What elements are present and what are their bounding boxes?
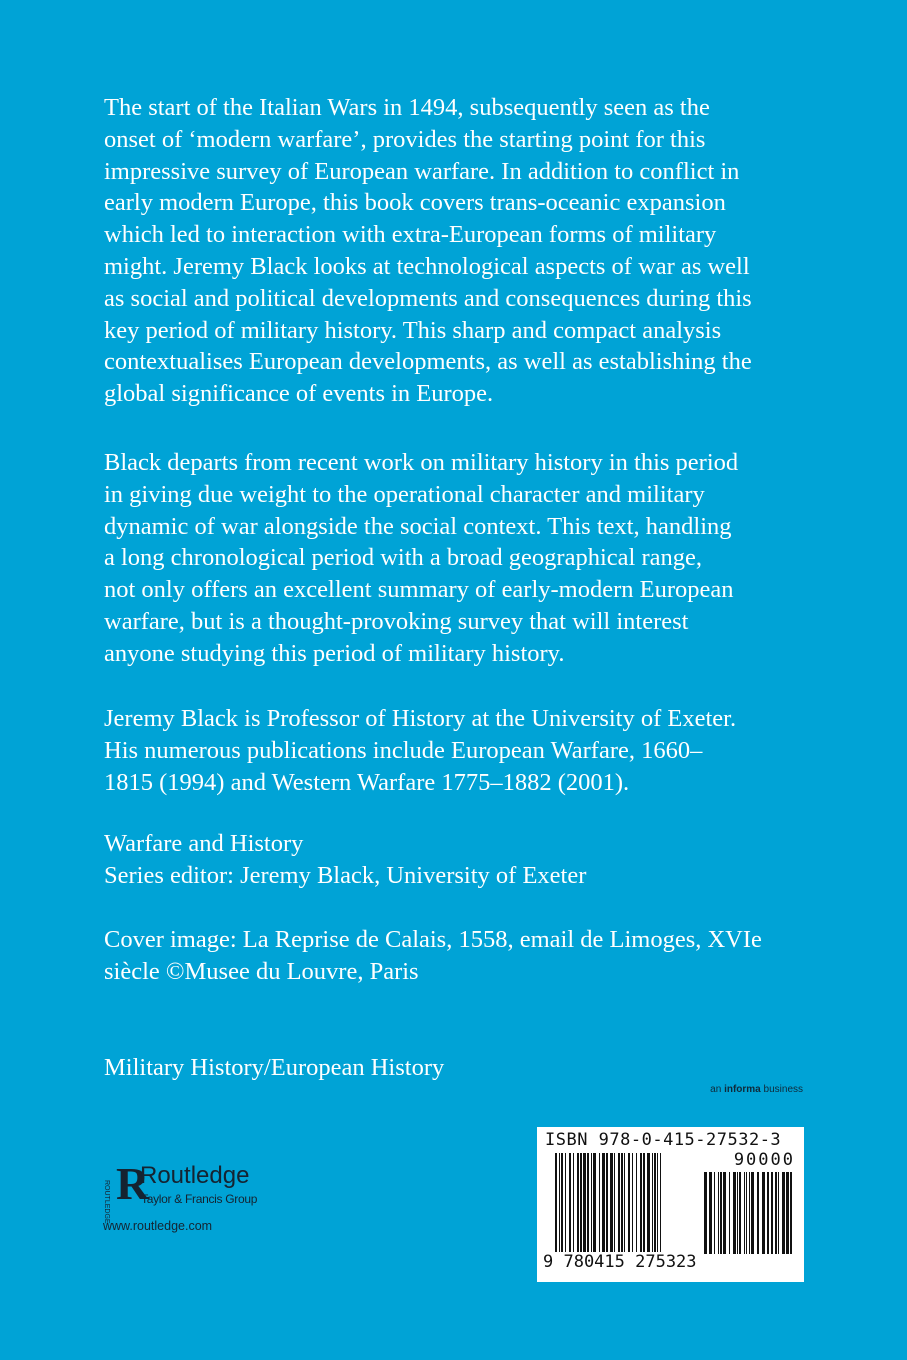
barcode-bar	[714, 1172, 715, 1254]
text-line: His numerous publications include European Warfare, 1660–	[104, 736, 703, 764]
text-line: warfare, but is a thought-provoking survey that will interest	[104, 607, 689, 635]
cover-credit	[104, 924, 762, 988]
barcode-bar	[767, 1172, 769, 1254]
barcode-bar	[778, 1172, 779, 1254]
barcode-bar	[573, 1153, 574, 1263]
text-line: in giving due weight to the operational character and military	[104, 480, 705, 508]
text-line: 1815 (1994) and Western Warfare 1775–1882 (2001).	[104, 768, 630, 796]
barcode-bar	[762, 1172, 765, 1254]
text-line: dynamic of war alongside the social context. This text, handling	[104, 512, 732, 540]
routledge-r-icon: R	[116, 1158, 150, 1209]
barcode-bar	[775, 1172, 777, 1254]
text-line: key period of military history. This sharp and compact analysis	[104, 316, 722, 344]
text-line: The start of the Italian Wars in 1494, subsequently seen as the	[104, 94, 710, 121]
text-line: onset of ‘modern warfare’, provides the starting point for this	[104, 125, 706, 153]
barcode-bar	[744, 1172, 745, 1254]
series-info	[104, 828, 586, 892]
text-line: Cover image: La Reprise de Calais, 1558, email de Limoges, XVIe	[104, 926, 762, 953]
text-line: as social and political developments and consequences during this	[104, 284, 752, 312]
text-line: anyone studying this period of military history.	[104, 639, 565, 667]
text-line: which led to interaction with extra-European forms of military	[104, 221, 717, 249]
text-line: siècle ©Musee du Louvre, Paris	[104, 957, 419, 985]
text-line: Jeremy Black is Professor of History at the University of Exeter.	[104, 705, 737, 732]
barcode-bar	[565, 1153, 566, 1263]
text-line: Black departs from recent work on military history in this period	[104, 449, 739, 476]
barcode-bar	[782, 1172, 785, 1254]
informa-prefix: an	[710, 1084, 722, 1095]
price-addon-text: 90000	[733, 1150, 795, 1170]
barcode-bar	[729, 1172, 730, 1254]
informa-tagline	[710, 1084, 803, 1095]
logo-side-text: ROUTLEDGE	[103, 1180, 110, 1224]
barcode-bar	[771, 1172, 773, 1254]
author-bio	[104, 703, 736, 798]
barcode	[537, 1127, 804, 1282]
barcode-bar	[591, 1153, 592, 1263]
barcode-bar	[593, 1153, 596, 1263]
text-line: a long chronological period with a broad geographical range,	[104, 544, 702, 572]
text-line: contextualises European developments, as well as establishing the	[104, 348, 752, 376]
routledge-logo	[100, 1158, 300, 1224]
subject-category	[104, 1052, 444, 1084]
barcode-bar	[583, 1153, 586, 1263]
barcode-bar	[718, 1172, 719, 1254]
barcode-bar	[660, 1153, 661, 1263]
informa-suffix: business	[763, 1084, 803, 1095]
barcode-bar	[640, 1153, 642, 1263]
barcode-bar	[723, 1172, 726, 1254]
barcode-bar	[720, 1172, 722, 1254]
barcode-bar	[587, 1153, 589, 1263]
text-line: Series editor: Jeremy Black, University of Exeter	[104, 861, 587, 889]
barcode-bar	[786, 1172, 789, 1254]
isbn-text: ISBN 978-0-415-27532-3	[545, 1130, 782, 1150]
description-paragraph	[104, 92, 752, 410]
barcode-bar	[555, 1153, 557, 1263]
barcode-bar	[654, 1153, 656, 1263]
barcode-bar	[652, 1153, 653, 1263]
barcode-bar	[606, 1153, 608, 1263]
barcode-bar	[636, 1153, 637, 1263]
barcode-bar	[751, 1172, 754, 1254]
barcode-bar	[602, 1153, 605, 1263]
barcode-bar	[610, 1153, 613, 1263]
barcode-bar	[704, 1172, 707, 1254]
barcode-bar	[746, 1172, 747, 1254]
barcode-bar	[580, 1153, 582, 1263]
barcode-bar	[757, 1172, 759, 1254]
barcode-bar	[628, 1153, 630, 1263]
publisher-url: www.routledge.com	[103, 1219, 213, 1233]
publisher-group: Taylor & Francis Group	[141, 1192, 258, 1206]
text-line: global significance of events in Europe.	[104, 380, 494, 408]
text-line: might. Jeremy Black looks at technological aspects of war as well	[104, 252, 750, 280]
informa-brand: informa	[724, 1084, 761, 1095]
barcode-addon-bars	[704, 1172, 794, 1254]
text-line: early modern Europe, this book covers trans-oceanic expansion	[104, 189, 726, 217]
barcode-bar	[790, 1172, 792, 1254]
barcode-bar	[749, 1172, 750, 1254]
barcode-bar	[624, 1153, 625, 1263]
barcode-bar	[614, 1153, 615, 1263]
barcode-bar	[647, 1153, 650, 1263]
text-line: not only offers an excellent summary of early-modern European	[104, 576, 734, 604]
barcode-bar	[733, 1172, 736, 1254]
publisher-name: Routledge	[140, 1162, 250, 1189]
barcode-bar	[739, 1172, 741, 1254]
barcode-bar	[577, 1153, 579, 1263]
barcode-bar	[709, 1172, 712, 1254]
barcode-bar	[618, 1153, 620, 1263]
barcode-bar	[621, 1153, 623, 1263]
barcode-bar	[559, 1153, 560, 1263]
second-paragraph	[104, 447, 738, 670]
text-line: Warfare and History	[104, 830, 304, 857]
subject-text: Military History/European History	[104, 1054, 445, 1081]
barcode-bar	[657, 1153, 658, 1263]
barcode-bar	[569, 1153, 571, 1263]
barcode-bar	[632, 1153, 633, 1263]
barcode-main-bars	[555, 1153, 661, 1263]
barcode-bar	[643, 1153, 645, 1263]
barcode-bar	[737, 1172, 738, 1254]
text-line: impressive survey of European warfare. In addition to conflict in	[104, 157, 740, 185]
barcode-bar	[599, 1153, 600, 1263]
barcode-bar	[561, 1153, 563, 1263]
ean-digits: 9 780415 275323	[543, 1252, 697, 1272]
